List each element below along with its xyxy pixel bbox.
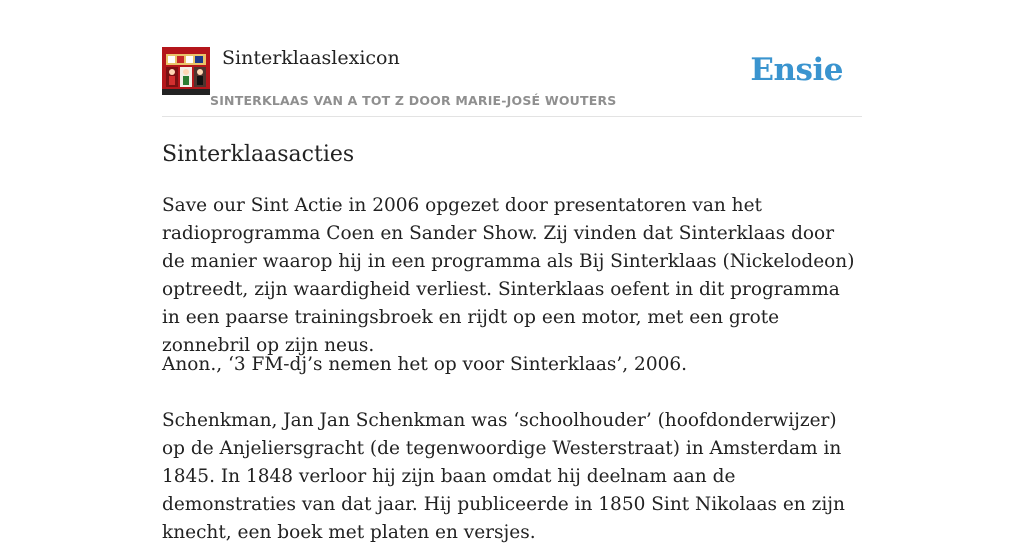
entry-title: Sinterklaasacties: [162, 142, 355, 167]
entry-paragraph-next: Schenkman, Jan Jan Schenkman was ‘schoolhouder’ (hoofdonderwijzer) op de Anjeliersgracht (de tegenwoordige Westerstraat) in Amsterdam in 1845. In 1848 verloor hij zijn baan omdat hij deelnam aan de demonstraties van dat jaar. Hij publiceerde in 1850 Sint Nikolaas en zijn knecht, een boek met platen en versjes.: [162, 410, 845, 543]
ensie-logo-link[interactable]: Ensie: [750, 52, 843, 88]
site-header: [162, 0, 862, 117]
entry-paragraph-source: Anon., ‘3 FM-dj’s nemen het op voor Sinterklaas’, 2006.: [162, 354, 688, 375]
site-name-link[interactable]: Sinterklaaslexicon: [222, 47, 400, 69]
page-content: [162, 0, 862, 543]
entry-paragraph-definition: Save our Sint Actie in 2006 opgezet door presentatoren van het radioprogramma Coen en Sander Show. Zij vinden dat Sinterklaas door de manier waarop hij in een programma als Bij Sinterklaas (Nickelodeon) optreedt, zijn waardigheid verliest. Sinterklaas oefent in dit programma in een paarse trainingsbroek en rijdt op een motor, met een grote zonnebril op zijn neus.: [162, 195, 855, 356]
book-cover-avatar-icon[interactable]: [162, 47, 210, 95]
site-tagline: SINTERKLAAS VAN A TOT Z DOOR MARIE-JOSÉ WOUTERS: [210, 93, 617, 108]
